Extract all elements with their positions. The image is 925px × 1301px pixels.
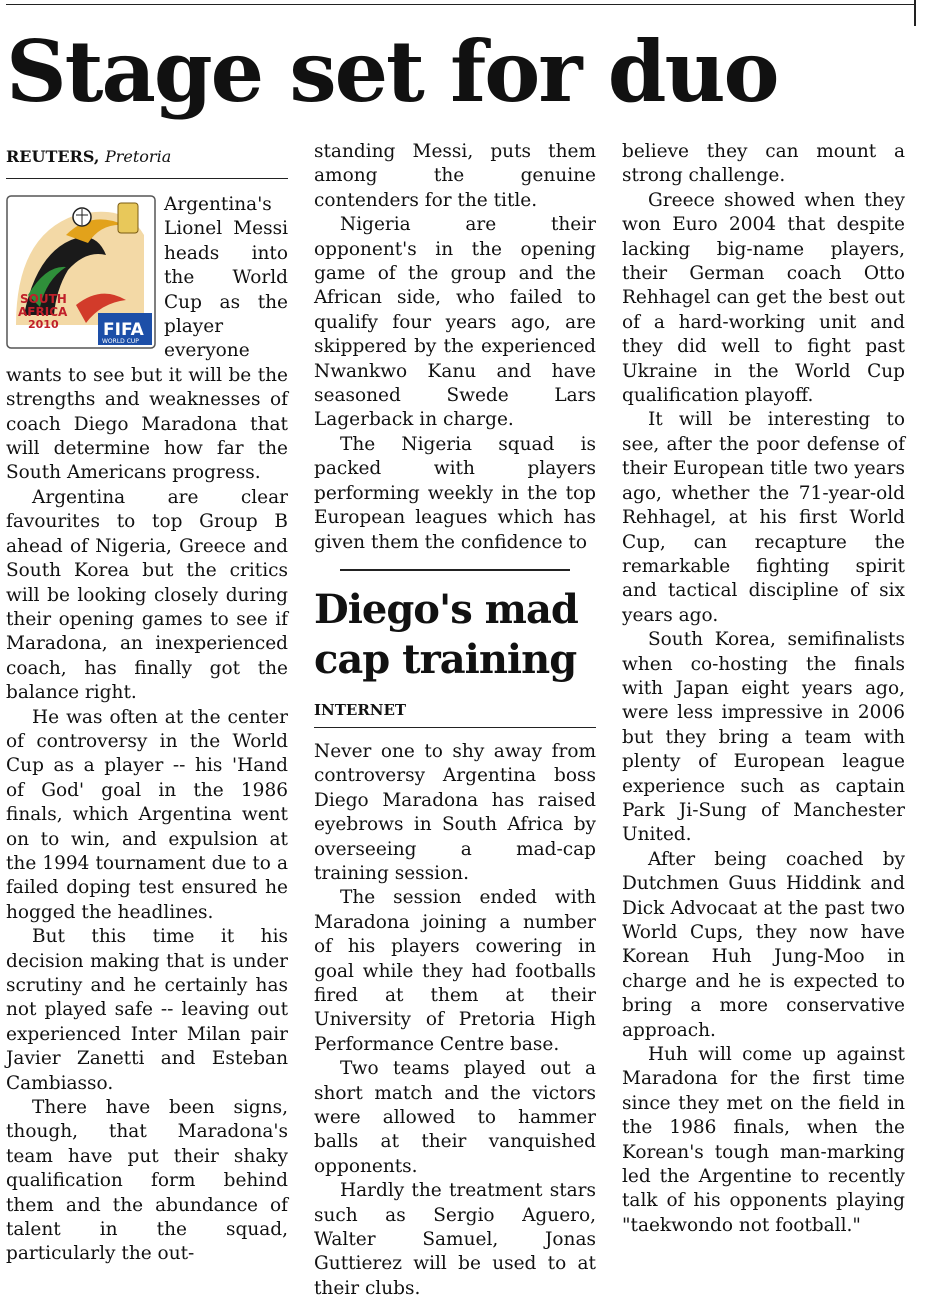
main-paragraph-7: The Nigeria squad is packed with players performing weekly in the top European leagues which has given them the confidence to: [314, 433, 596, 553]
sidebar-headline: Diego's mad cap training: [314, 585, 578, 683]
sidebar-byline: INTERNET: [314, 700, 407, 719]
byline-place: Pretoria: [104, 147, 172, 166]
main-paragraph-6: Nigeria are their opponent's in the opening game of the group and the African side, who failed to qualify four years ago, are skippered by the experienced Nwankwo Kanu and have seasoned Swede Lars Lagerback in charge.: [314, 214, 596, 431]
main-paragraph-5: There have been signs, though, that Maradona's team have put their shaky qualification form behind them and the abundance of talent in the squad, particularly the out-: [6, 1097, 288, 1265]
right-rule: [914, 0, 916, 26]
logo-year: 2010: [28, 318, 59, 331]
main-paragraph-3: He was often at the center of controversy in the World Cup as a player -- his 'Hand of God' goal in the 1986 finals, which Argentina went on to win, and expulsion at the 1994 tournament due to a failed doping test ensured he hogged the headlines.: [6, 706, 288, 923]
main-paragraph-10: South Korea, semifinalists when co-hosting the finals with Japan eight years ago, were less impressive in 2006 but they bring a team with plenty of European league experience such as captain Park Ji-Sung of Manchester United.: [622, 629, 905, 846]
world-cup-2010-logo: [6, 195, 156, 349]
column-2: [314, 140, 596, 1301]
logo-sub: WORLD CUP: [102, 338, 139, 345]
top-rule: [6, 4, 914, 5]
sidebar-paragraph-2: The session ended with Maradona joining a number of his players cowering in goal while they had footballs fired at them at their University of Pretoria High Performance Centre base.: [314, 887, 596, 1055]
logo-country-line2: AFRICA: [18, 305, 68, 319]
main-paragraph-5-cont: standing Messi, puts them among the genuine contenders for the title.: [314, 141, 596, 211]
main-headline: Stage set for duo: [6, 22, 778, 121]
main-paragraph-9: It will be interesting to see, after the poor defense of their European title two years ago, whether the 71-year-old Rehhagel, at his first World Cup, can recapture the remarkable fighting spirit and tactical discipline of six years ago.: [622, 409, 905, 626]
byline-agency: REUTERS,: [6, 147, 100, 166]
main-paragraph-1: Argentina's Lionel Messi heads into the World Cup as the player everyone wants to see but it will be the strengths and weaknesses of coach Diego Maradona that will determine how far the South Americans progress.: [6, 194, 288, 484]
byline-rule: [6, 178, 288, 179]
main-paragraph-7-cont: believe they can mount a strong challenge.: [622, 141, 905, 187]
column-3: [622, 140, 905, 1238]
main-paragraph-8: Greece showed when they won Euro 2004 that despite lacking big-name players, their German coach Otto Rehhagel can get the best out of a hard-working unit and they did well to fight past Ukraine in the World Cup qualification playoff.: [622, 189, 905, 407]
main-paragraph-12: Huh will come up against Maradona for the first time since they met on the field in the 1986 finals, when the Korean's tough man-marking led the Argentine to recently talk of his opponents playing "taekwondo not football.": [622, 1044, 905, 1236]
main-paragraph-11: After being coached by Dutchmen Guus Hiddink and Dick Advocaat at the past two World Cups, they now have Korean Huh Jung-Moo in charge and he is expected to bring a more conservative approach.: [622, 848, 905, 1041]
column-1: [6, 142, 288, 1267]
sidebar-paragraph-4: Hardly the treatment stars such as Sergio Aguero, Walter Samuel, Jonas Guttierez will be used to at their clubs.: [314, 1180, 596, 1299]
byline: [6, 142, 288, 172]
section-separator: [340, 569, 570, 571]
main-paragraph-4: But this time it his decision making that is under scrutiny and he certainly has not played safe -- leaving out experienced Inter Milan pair Javier Zanetti and Esteban Cambiasso.: [6, 926, 288, 1094]
sidebar-byline-rule: [314, 727, 596, 728]
sidebar-paragraph-1: Never one to shy away from controversy Argentina boss Diego Maradona has raised eyebrows in South Africa by overseeing a mad-cap training session.: [314, 740, 596, 884]
main-paragraph-2: Argentina are clear favourites to top Group B ahead of Nigeria, Greece and South Korea but the critics will be looking closely during their opening games to see if Maradona, an inexperienced coach, has finally got the balance right.: [6, 486, 288, 704]
logo-brand: FIFA: [103, 320, 144, 340]
sidebar-paragraph-3: Two teams played out a short match and the victors were allowed to hammer balls at their vanquished opponents.: [314, 1058, 596, 1177]
logo-country-line1: SOUTH: [20, 292, 67, 306]
